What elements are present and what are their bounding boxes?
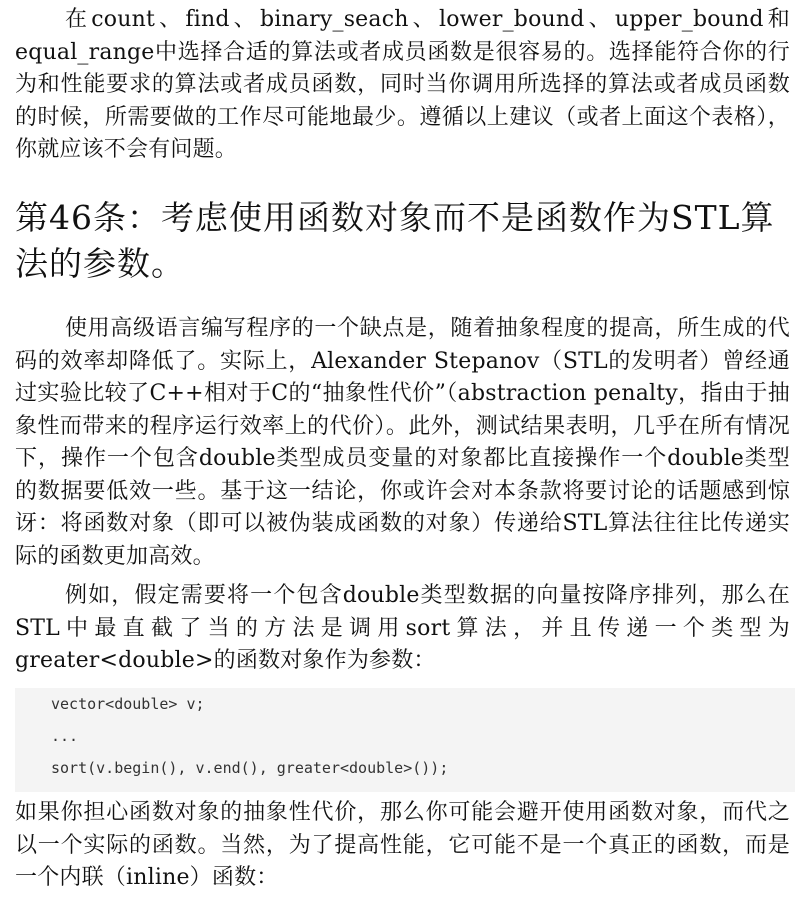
body-paragraph-2: 例如，假定需要将一个包含double类型数据的向量按降序排列，那么在STL中最直截了当的方法是调用sort算法，并且传递一个类型为greater<double>的函数对象作为参数：	[15, 583, 790, 673]
code-line: sort(v.begin(), v.end(), greater<double>());	[51, 759, 449, 777]
section-heading: 第46条：考虑使用函数对象而不是函数作为STL算法的参数。	[15, 198, 775, 283]
code-line: vector<double> v;	[51, 695, 205, 713]
code-line: ...	[51, 727, 79, 745]
body-paragraph-3: 如果你担心函数对象的抽象性代价，那么你可能会避开使用函数对象，而代之以一个实际的函数。当然，为了提高性能，它可能不是一个真正的函数，而是一个内联（inline）函数：	[15, 800, 790, 890]
body-paragraph-1: 使用高级语言编写程序的一个缺点是，随着抽象程度的提高，所生成的代码的效率却降低了。实际上，Alexander Stepanov（STL的发明者）曾经通过实验比较了C++相对于C的“抽象性代价”（abstraction penalty，指由于抽象性而带来的程序运行效率上的代价）。此外，测试结果表明，几乎在所有情况下，操作一个包含double类型成员变量的对象都比直接操作一个double类型的数据要低效一些。基于这一结论，你或许会对本条款将要讨论的话题感到惊讶：将函数对象（即可以被伪装成函数的对象）传递给STL算法往往比传递实际的函数更加高效。	[15, 316, 790, 569]
code-block	[15, 688, 795, 792]
intro-paragraph: 在count、find、binary_seach、lower_bound、upper_bound和equal_range中选择合适的算法或者成员函数是很容易的。选择能符合你的行为和性能要求的算法或者成员函数，同时当你调用所选择的算法或者成员函数的时候，所需要做的工作尽可能地最少。遵循以上建议（或者上面这个表格），你就应该不会有问题。	[15, 7, 790, 162]
